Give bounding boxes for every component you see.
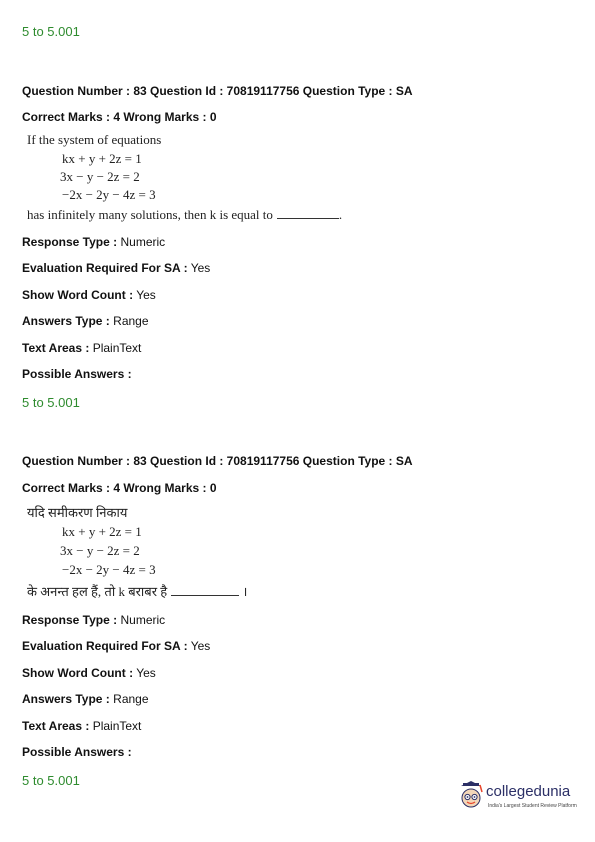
question-header: Question Number : 83 Question Id : 70819117756 Question Type : SA [22, 84, 413, 98]
text-areas-value: PlainText [92, 719, 142, 733]
text-areas-label: Text Areas : [22, 719, 90, 733]
logo-wordmark: collegedunia [486, 783, 571, 800]
equation-3: −2x − 2y − 4z = 3 [62, 187, 156, 202]
possible-answer-value: 5 to 5.001 [22, 24, 80, 39]
evaluation-label: Evaluation Required For SA : [22, 261, 188, 275]
response-type-value: Numeric [120, 235, 166, 249]
evaluation-value: Yes [190, 639, 211, 653]
possible-answers-label: Possible Answers : [22, 367, 132, 381]
word-count-field [22, 288, 156, 302]
stem-outro-text: has infinitely many solutions, then k is equal to [27, 207, 273, 222]
response-type-value: Numeric [120, 613, 166, 627]
text-areas-field [22, 341, 141, 355]
mascot-icon [458, 780, 486, 812]
response-type-field [22, 613, 165, 627]
answers-type-value: Range [113, 314, 149, 328]
answers-type-label: Answers Type : [22, 692, 110, 706]
possible-answer-value: 5 to 5.001 [22, 773, 80, 788]
possible-answers-field [22, 367, 132, 381]
text-areas-value: PlainText [92, 341, 142, 355]
word-count-value: Yes [136, 666, 156, 680]
answers-type-field [22, 692, 149, 706]
stem-outro-text: के अनन्त हल हैं, तो k बराबर है [27, 584, 168, 599]
stem-end: । [242, 584, 248, 599]
logo-tagline: India's Largest Student Review Platform [488, 803, 577, 809]
equation-2: 3x − y − 2z = 2 [60, 543, 140, 558]
marks-line: Correct Marks : 4 Wrong Marks : 0 [22, 481, 217, 495]
equation-1: kx + y + 2z = 1 [62, 151, 142, 166]
stem-end: . [338, 207, 343, 222]
possible-answers-label: Possible Answers : [22, 745, 132, 759]
evaluation-field [22, 639, 210, 653]
marks-line: Correct Marks : 4 Wrong Marks : 0 [22, 110, 217, 124]
word-count-field [22, 666, 156, 680]
evaluation-value: Yes [190, 261, 211, 275]
answers-type-value: Range [113, 692, 149, 706]
question-stem-intro: यदि समीकरण निकाय [27, 505, 128, 520]
possible-answers-field [22, 745, 132, 759]
evaluation-field [22, 261, 210, 275]
question-stem-outro [27, 207, 342, 223]
answer-blank [277, 217, 339, 219]
word-count-label: Show Word Count : [22, 666, 134, 680]
text-areas-label: Text Areas : [22, 341, 90, 355]
possible-answer-value: 5 to 5.001 [22, 395, 80, 410]
response-type-field [22, 235, 165, 249]
question-stem-outro [27, 582, 247, 600]
collegedunia-logo [458, 780, 576, 816]
equation-1: kx + y + 2z = 1 [62, 524, 142, 539]
answer-blank [171, 594, 239, 596]
response-type-label: Response Type : [22, 235, 118, 249]
word-count-label: Show Word Count : [22, 288, 134, 302]
evaluation-label: Evaluation Required For SA : [22, 639, 188, 653]
equation-2: 3x − y − 2z = 2 [60, 169, 140, 184]
answers-type-label: Answers Type : [22, 314, 110, 328]
question-header: Question Number : 83 Question Id : 70819117756 Question Type : SA [22, 454, 413, 468]
text-areas-field [22, 719, 141, 733]
word-count-value: Yes [136, 288, 156, 302]
question-stem-intro: If the system of equations [27, 132, 162, 147]
answers-type-field [22, 314, 149, 328]
response-type-label: Response Type : [22, 613, 118, 627]
equation-3: −2x − 2y − 4z = 3 [62, 562, 156, 577]
